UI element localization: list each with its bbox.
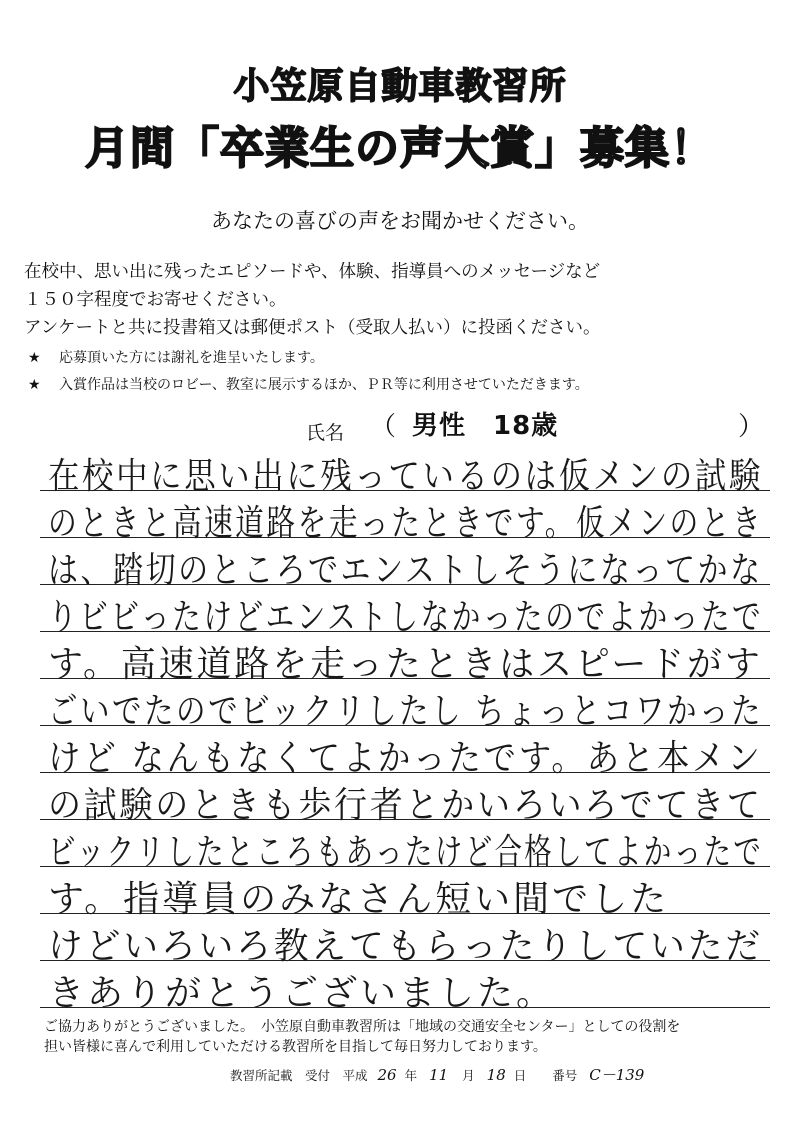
- handwritten-line: けどいろいろ教えてもらったりしていただ: [48, 926, 764, 967]
- handwritten-answer: [40, 444, 770, 1012]
- subtitle: あなたの喜びの声をお聞かせください。: [211, 209, 589, 233]
- campaign-title: 月間「卒業生の声大賞」募集！: [85, 123, 715, 174]
- office-use-label: 教習所記載 受付 平成: [230, 1068, 368, 1083]
- footer-line: 担い皆様に喜んで利用していただける教習所を目指して毎日努力しております。: [44, 1039, 547, 1055]
- footer-line: ご協力ありがとうございました。 小笠原自動車教習所は「地域の交通安全センター」としての役割を: [44, 1019, 681, 1035]
- year-unit: 年: [404, 1068, 418, 1083]
- handwritten-line: す。高速道路を走ったときはスピードがす: [48, 644, 763, 685]
- note-text: 応募頂いた方には謝礼を進呈いたします。: [59, 350, 324, 366]
- note-text: 入賞作品は当校のロビー、教室に展示するほか、ＰＲ等に利用させていただきます。: [59, 377, 589, 393]
- entry-number: C－139: [589, 1066, 645, 1084]
- number-label: 番号: [552, 1068, 578, 1083]
- star-icon: ★: [28, 350, 41, 366]
- received-month: 11: [429, 1066, 449, 1084]
- school-name: 小笠原自動車教習所: [233, 66, 567, 107]
- handwritten-line: けど なんもなくてよかったです。あと本メン: [48, 738, 763, 779]
- handwritten-line: は、踏切のところでエンストしそうになってかな: [48, 550, 763, 591]
- month-unit: 月: [462, 1068, 475, 1083]
- note-item: [28, 374, 589, 394]
- handwritten-line: ビックリしたところもあったけど合格してよかったで: [48, 832, 764, 873]
- star-icon: ★: [28, 377, 41, 393]
- handwritten-line: りビビったけどエンストしなかったのでよかったで: [48, 597, 764, 638]
- name-close-paren: ）: [738, 412, 765, 442]
- handwritten-line: のときと高速道路を走ったときです。仮メンのとき: [48, 503, 764, 544]
- name-label: 氏名: [306, 422, 345, 444]
- instruction-line: 在校中、思い出に残ったエピソードや、体験、指導員へのメッセージなど: [24, 262, 601, 282]
- handwritten-line: 在校中に思い出に残っているのは仮メンの試験: [48, 456, 764, 497]
- name-value: 男性 18歳: [412, 411, 559, 441]
- instruction-line: アンケートと共に投書箱又は郵便ポスト（受取人払い）に投函ください。: [24, 318, 601, 338]
- handwritten-line: す。指導員のみなさん短い間でした: [48, 879, 670, 920]
- handwritten-line: の試験のときも歩行者とかいろいろでてきて: [48, 785, 763, 826]
- name-open-paren: （: [370, 412, 397, 442]
- instruction-line: １５０字程度でお寄せください。: [24, 290, 287, 310]
- handwritten-line: ごいでたのでビックリしたし ちょっとコワかった: [48, 691, 764, 732]
- note-item: [28, 347, 324, 367]
- office-use-row: [230, 1064, 644, 1085]
- received-year: 26: [377, 1066, 397, 1084]
- received-day: 18: [486, 1066, 506, 1084]
- day-unit: 日: [513, 1068, 527, 1083]
- handwritten-line: きありがとうございました。: [48, 973, 556, 1014]
